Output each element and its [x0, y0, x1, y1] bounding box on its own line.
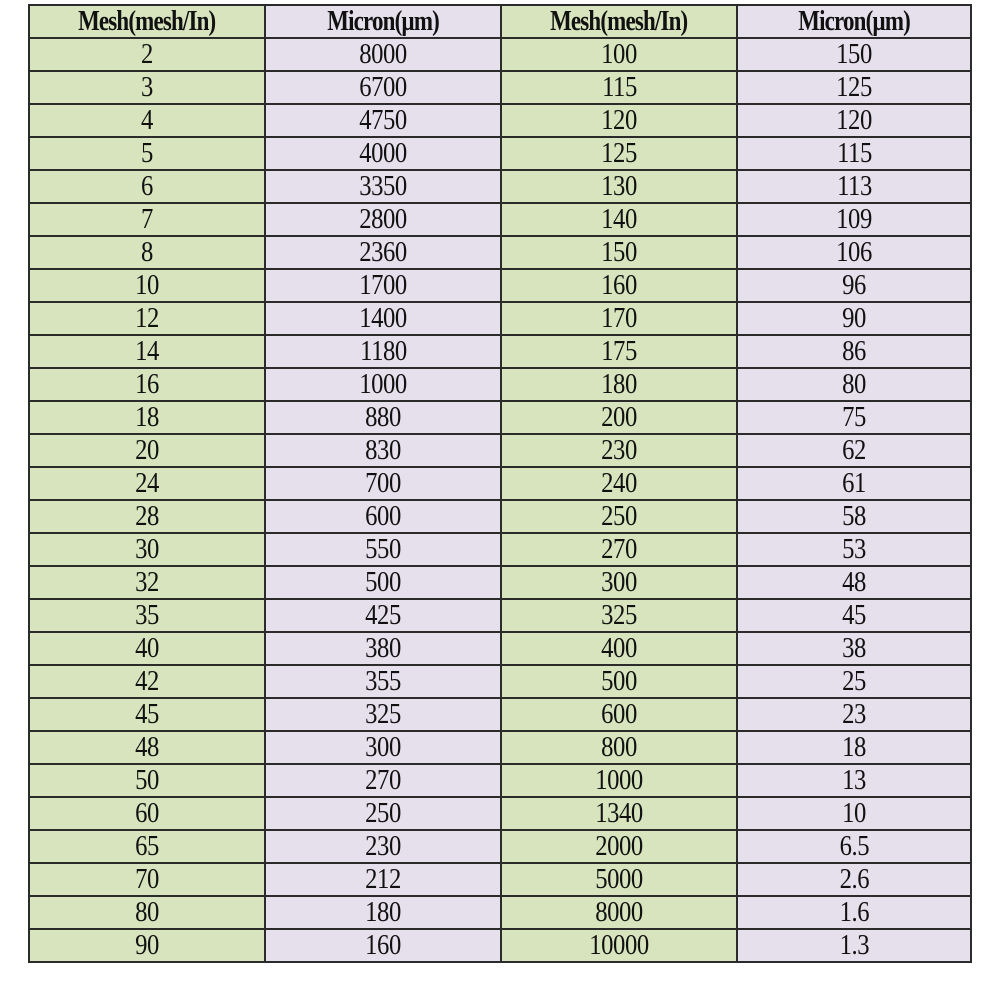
cell-mesh-right: [501, 665, 737, 698]
cell-value: 2360: [359, 236, 407, 268]
cell-micron-right: [737, 731, 971, 764]
table-row: [29, 863, 971, 896]
cell-value: 24: [135, 467, 159, 499]
header-micron-left: [265, 5, 501, 38]
cell-mesh-right: [501, 731, 737, 764]
cell-micron-right: [737, 500, 971, 533]
cell-value: 8000: [595, 896, 643, 928]
cell-value: 20: [135, 434, 159, 466]
cell-mesh-right: [501, 38, 737, 71]
header-micron-right: [737, 5, 971, 38]
cell-micron-left: [265, 830, 501, 863]
cell-micron-right: [737, 467, 971, 500]
cell-value: 325: [365, 698, 401, 730]
cell-micron-left: [265, 104, 501, 137]
cell-micron-left: [265, 467, 501, 500]
cell-mesh-right: [501, 863, 737, 896]
cell-value: 2000: [595, 830, 643, 862]
cell-value: 115: [836, 137, 872, 169]
cell-value: 125: [836, 71, 872, 103]
cell-mesh-left: [29, 731, 265, 764]
cell-value: 300: [601, 566, 637, 598]
table-row: [29, 698, 971, 731]
cell-micron-right: [737, 764, 971, 797]
cell-value: 13: [842, 764, 866, 796]
table-row: [29, 566, 971, 599]
cell-value: 109: [836, 203, 872, 235]
cell-mesh-left: [29, 698, 265, 731]
header-mesh-left: [29, 5, 265, 38]
cell-value: 130: [601, 170, 637, 202]
cell-value: 125: [601, 137, 637, 169]
cell-value: 106: [836, 236, 872, 268]
header-label: Micron(µm): [798, 5, 910, 37]
cell-value: 355: [365, 665, 401, 697]
cell-micron-right: [737, 38, 971, 71]
cell-value: 61: [842, 467, 866, 499]
cell-value: 80: [135, 896, 159, 928]
cell-micron-left: [265, 665, 501, 698]
table-row: [29, 533, 971, 566]
cell-mesh-left: [29, 71, 265, 104]
cell-value: 80: [842, 368, 866, 400]
table-row: [29, 896, 971, 929]
cell-mesh-right: [501, 632, 737, 665]
header-label: Mesh(mesh/In): [550, 5, 688, 37]
cell-mesh-left: [29, 665, 265, 698]
cell-mesh-left: [29, 533, 265, 566]
cell-value: 4000: [359, 137, 407, 169]
table-row: [29, 368, 971, 401]
cell-mesh-left: [29, 368, 265, 401]
cell-value: 140: [601, 203, 637, 235]
cell-mesh-right: [501, 599, 737, 632]
cell-mesh-left: [29, 401, 265, 434]
cell-value: 6.5: [839, 830, 869, 862]
cell-value: 96: [842, 269, 866, 301]
cell-value: 880: [365, 401, 401, 433]
cell-micron-left: [265, 929, 501, 962]
cell-mesh-right: [501, 236, 737, 269]
cell-micron-right: [737, 632, 971, 665]
cell-value: 2800: [359, 203, 407, 235]
cell-mesh-left: [29, 797, 265, 830]
cell-mesh-left: [29, 137, 265, 170]
cell-micron-right: [737, 368, 971, 401]
cell-mesh-left: [29, 236, 265, 269]
cell-value: 180: [365, 896, 401, 928]
cell-value: 2.6: [839, 863, 869, 895]
cell-micron-right: [737, 566, 971, 599]
cell-micron-left: [265, 368, 501, 401]
cell-value: 300: [365, 731, 401, 763]
cell-mesh-right: [501, 302, 737, 335]
table-row: [29, 269, 971, 302]
cell-value: 10000: [589, 929, 649, 961]
cell-value: 14: [135, 335, 159, 367]
table-body: [29, 38, 971, 962]
table-row: [29, 929, 971, 962]
cell-mesh-right: [501, 797, 737, 830]
cell-mesh-right: [501, 335, 737, 368]
cell-micron-left: [265, 203, 501, 236]
cell-value: 5000: [595, 863, 643, 895]
cell-value: 90: [842, 302, 866, 334]
cell-value: 100: [601, 38, 637, 70]
cell-micron-left: [265, 38, 501, 71]
table-header: [29, 5, 971, 38]
cell-value: 5: [141, 137, 153, 169]
cell-micron-left: [265, 863, 501, 896]
cell-value: 1.6: [839, 896, 869, 928]
cell-micron-left: [265, 500, 501, 533]
cell-mesh-left: [29, 104, 265, 137]
cell-value: 270: [601, 533, 637, 565]
cell-micron-left: [265, 797, 501, 830]
cell-mesh-right: [501, 764, 737, 797]
cell-value: 250: [601, 500, 637, 532]
cell-value: 800: [601, 731, 637, 763]
cell-value: 200: [601, 401, 637, 433]
cell-mesh-left: [29, 170, 265, 203]
cell-micron-left: [265, 401, 501, 434]
cell-micron-right: [737, 269, 971, 302]
cell-value: 250: [365, 797, 401, 829]
cell-value: 150: [836, 38, 872, 70]
table-row: [29, 731, 971, 764]
cell-mesh-left: [29, 599, 265, 632]
cell-value: 600: [601, 698, 637, 730]
cell-micron-right: [737, 533, 971, 566]
table-row: [29, 302, 971, 335]
cell-micron-right: [737, 434, 971, 467]
cell-value: 70: [135, 863, 159, 895]
header-mesh-right: [501, 5, 737, 38]
cell-value: 3350: [359, 170, 407, 202]
header-row: [29, 5, 971, 38]
cell-value: 4: [141, 104, 153, 136]
cell-value: 90: [135, 929, 159, 961]
table-row: [29, 599, 971, 632]
cell-value: 1.3: [839, 929, 869, 961]
cell-value: 2: [141, 38, 153, 70]
cell-micron-left: [265, 71, 501, 104]
header-label: Micron(µm): [327, 5, 439, 37]
cell-micron-right: [737, 698, 971, 731]
cell-value: 32: [135, 566, 159, 598]
table-row: [29, 830, 971, 863]
cell-micron-left: [265, 698, 501, 731]
cell-value: 550: [365, 533, 401, 565]
table-row: [29, 236, 971, 269]
cell-value: 4750: [359, 104, 407, 136]
cell-value: 425: [365, 599, 401, 631]
cell-value: 230: [601, 434, 637, 466]
cell-value: 115: [601, 71, 637, 103]
cell-micron-left: [265, 533, 501, 566]
table-row: [29, 500, 971, 533]
cell-value: 1340: [595, 797, 643, 829]
cell-mesh-left: [29, 929, 265, 962]
cell-micron-left: [265, 302, 501, 335]
cell-micron-left: [265, 434, 501, 467]
cell-micron-right: [737, 929, 971, 962]
cell-mesh-left: [29, 896, 265, 929]
cell-value: 3: [141, 71, 153, 103]
cell-value: 1700: [359, 269, 407, 301]
cell-value: 400: [601, 632, 637, 664]
cell-micron-right: [737, 863, 971, 896]
cell-value: 240: [601, 467, 637, 499]
cell-mesh-right: [501, 566, 737, 599]
cell-value: 700: [365, 467, 401, 499]
cell-micron-left: [265, 896, 501, 929]
cell-value: 180: [601, 368, 637, 400]
cell-value: 75: [842, 401, 866, 433]
cell-micron-right: [737, 401, 971, 434]
cell-micron-left: [265, 269, 501, 302]
cell-mesh-right: [501, 830, 737, 863]
cell-value: 58: [842, 500, 866, 532]
cell-mesh-left: [29, 863, 265, 896]
cell-micron-left: [265, 599, 501, 632]
cell-value: 1180: [359, 335, 407, 367]
cell-value: 30: [135, 533, 159, 565]
cell-value: 120: [601, 104, 637, 136]
cell-micron-left: [265, 566, 501, 599]
cell-mesh-left: [29, 764, 265, 797]
cell-value: 6700: [359, 71, 407, 103]
cell-micron-right: [737, 797, 971, 830]
cell-mesh-left: [29, 302, 265, 335]
cell-mesh-left: [29, 203, 265, 236]
cell-value: 16: [135, 368, 159, 400]
cell-micron-left: [265, 731, 501, 764]
cell-value: 28: [135, 500, 159, 532]
cell-value: 65: [135, 830, 159, 862]
cell-value: 48: [842, 566, 866, 598]
table-row: [29, 797, 971, 830]
cell-micron-left: [265, 632, 501, 665]
table-row: [29, 632, 971, 665]
cell-value: 42: [135, 665, 159, 697]
cell-mesh-left: [29, 434, 265, 467]
cell-mesh-right: [501, 137, 737, 170]
cell-micron-right: [737, 665, 971, 698]
cell-mesh-left: [29, 500, 265, 533]
cell-micron-right: [737, 830, 971, 863]
cell-mesh-left: [29, 38, 265, 71]
cell-value: 830: [365, 434, 401, 466]
cell-mesh-right: [501, 467, 737, 500]
table-row: [29, 401, 971, 434]
cell-value: 53: [842, 533, 866, 565]
cell-mesh-right: [501, 104, 737, 137]
table-row: [29, 203, 971, 236]
cell-micron-right: [737, 104, 971, 137]
cell-value: 45: [842, 599, 866, 631]
cell-value: 62: [842, 434, 866, 466]
table-row: [29, 665, 971, 698]
cell-value: 600: [365, 500, 401, 532]
cell-mesh-right: [501, 170, 737, 203]
cell-value: 175: [601, 335, 637, 367]
table-row: [29, 764, 971, 797]
cell-mesh-right: [501, 698, 737, 731]
cell-micron-left: [265, 137, 501, 170]
cell-value: 1000: [359, 368, 407, 400]
cell-value: 212: [365, 863, 401, 895]
cell-micron-right: [737, 203, 971, 236]
table-row: [29, 434, 971, 467]
cell-value: 1400: [359, 302, 407, 334]
cell-mesh-left: [29, 269, 265, 302]
cell-value: 8000: [359, 38, 407, 70]
cell-value: 8: [141, 236, 153, 268]
cell-value: 40: [135, 632, 159, 664]
cell-value: 10: [135, 269, 159, 301]
cell-value: 23: [842, 698, 866, 730]
cell-mesh-right: [501, 269, 737, 302]
cell-value: 10: [842, 797, 866, 829]
cell-micron-left: [265, 764, 501, 797]
cell-mesh-left: [29, 335, 265, 368]
cell-micron-right: [737, 236, 971, 269]
table-row: [29, 71, 971, 104]
cell-value: 25: [842, 665, 866, 697]
cell-value: 160: [365, 929, 401, 961]
cell-micron-right: [737, 170, 971, 203]
cell-value: 86: [842, 335, 866, 367]
cell-value: 150: [601, 236, 637, 268]
cell-value: 325: [601, 599, 637, 631]
cell-mesh-left: [29, 830, 265, 863]
cell-value: 500: [365, 566, 401, 598]
cell-micron-right: [737, 71, 971, 104]
cell-mesh-right: [501, 401, 737, 434]
cell-mesh-right: [501, 929, 737, 962]
cell-mesh-left: [29, 467, 265, 500]
cell-value: 12: [135, 302, 159, 334]
cell-value: 7: [141, 203, 153, 235]
table-row: [29, 170, 971, 203]
cell-value: 500: [601, 665, 637, 697]
table-row: [29, 104, 971, 137]
cell-mesh-right: [501, 500, 737, 533]
cell-mesh-right: [501, 533, 737, 566]
header-label: Mesh(mesh/In): [78, 5, 216, 37]
cell-mesh-right: [501, 203, 737, 236]
cell-value: 35: [135, 599, 159, 631]
table-row: [29, 335, 971, 368]
cell-value: 60: [135, 797, 159, 829]
cell-value: 38: [842, 632, 866, 664]
table-row: [29, 38, 971, 71]
cell-value: 50: [135, 764, 159, 796]
cell-value: 380: [365, 632, 401, 664]
cell-value: 18: [135, 401, 159, 433]
cell-value: 170: [601, 302, 637, 334]
cell-value: 120: [836, 104, 872, 136]
cell-micron-right: [737, 137, 971, 170]
cell-value: 48: [135, 731, 159, 763]
cell-micron-right: [737, 896, 971, 929]
cell-value: 113: [836, 170, 872, 202]
cell-value: 45: [135, 698, 159, 730]
cell-value: 270: [365, 764, 401, 796]
cell-micron-left: [265, 170, 501, 203]
cell-micron-left: [265, 335, 501, 368]
cell-mesh-left: [29, 566, 265, 599]
cell-micron-right: [737, 335, 971, 368]
table-row: [29, 137, 971, 170]
cell-micron-right: [737, 302, 971, 335]
cell-value: 1000: [595, 764, 643, 796]
cell-mesh-left: [29, 632, 265, 665]
cell-micron-left: [265, 236, 501, 269]
mesh-micron-table: [28, 4, 972, 963]
cell-value: 6: [141, 170, 153, 202]
cell-value: 18: [842, 731, 866, 763]
cell-micron-right: [737, 599, 971, 632]
table-row: [29, 467, 971, 500]
cell-value: 160: [601, 269, 637, 301]
cell-mesh-right: [501, 368, 737, 401]
cell-value: 230: [365, 830, 401, 862]
cell-mesh-right: [501, 434, 737, 467]
cell-mesh-right: [501, 896, 737, 929]
cell-mesh-right: [501, 71, 737, 104]
